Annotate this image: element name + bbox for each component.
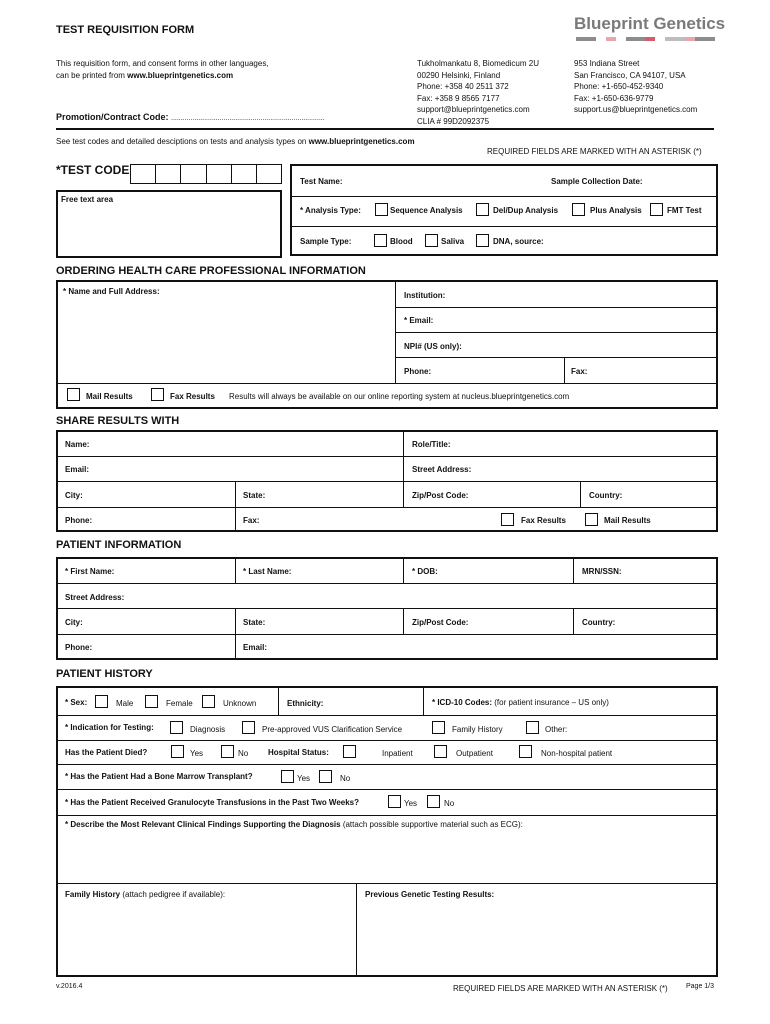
share-street-field[interactable]: Street Address: xyxy=(412,465,472,474)
deldup-analysis-checkbox[interactable] xyxy=(476,203,489,216)
patient-mrn-field[interactable]: MRN/SSN: xyxy=(582,567,622,576)
website-link[interactable]: www.blueprintgenetics.com xyxy=(127,71,234,80)
ordering-npi-field[interactable]: NPI# (US only): xyxy=(404,342,462,351)
patient-city-field[interactable]: City: xyxy=(65,618,83,627)
ordering-fax-results-checkbox[interactable] xyxy=(151,388,164,401)
indication-label: * Indication for Testing: xyxy=(65,723,154,732)
granulocyte-no-checkbox[interactable] xyxy=(427,795,440,808)
share-country-field[interactable]: Country: xyxy=(589,491,623,500)
analysis-type-label: * Analysis Type: xyxy=(300,206,361,215)
ordering-fax-field[interactable]: Fax: xyxy=(571,367,588,376)
patient-street-field[interactable]: Street Address: xyxy=(65,593,125,602)
page-number: Page 1/3 xyxy=(686,983,715,990)
sample-date-field[interactable]: Sample Collection Date: xyxy=(551,177,643,186)
ordering-institution-field[interactable]: Institution: xyxy=(404,291,446,300)
share-heading: SHARE RESULTS WITH xyxy=(56,415,180,427)
patient-country-field[interactable]: Country: xyxy=(582,618,616,627)
share-mail-results-checkbox[interactable] xyxy=(585,513,598,526)
share-fax-results-checkbox[interactable] xyxy=(501,513,514,526)
hospital-status-label: Hospital Status: xyxy=(268,748,329,757)
died-no-checkbox[interactable] xyxy=(221,745,234,758)
logo-color-bar xyxy=(576,37,715,41)
share-fax-field[interactable]: Fax: xyxy=(243,516,260,525)
hospital-outpatient-checkbox[interactable] xyxy=(434,745,447,758)
test-code-input[interactable] xyxy=(130,164,282,184)
bone-marrow-yes-checkbox[interactable] xyxy=(281,770,294,783)
share-city-field[interactable]: City: xyxy=(65,491,83,500)
sex-unknown-checkbox[interactable] xyxy=(202,695,215,708)
intro-line-1: This requisition form, and consent forms in other languages, xyxy=(56,59,269,68)
share-zip-field[interactable]: Zip/Post Code: xyxy=(412,491,469,500)
plus-analysis-checkbox[interactable] xyxy=(572,203,585,216)
previous-testing-field[interactable]: Previous Genetic Testing Results: xyxy=(365,890,495,899)
version: v.2016.4 xyxy=(56,983,83,990)
granulocyte-yes-checkbox[interactable] xyxy=(388,795,401,808)
required-note: REQUIRED FIELDS ARE MARKED WITH AN ASTERISK (*) xyxy=(487,147,702,156)
family-history-field[interactable]: Family History (attach pedigree if available): xyxy=(65,890,226,899)
ordering-heading: ORDERING HEALTH CARE PROFESSIONAL INFORMATION xyxy=(56,265,366,277)
helsinki-address: Tukholmankatu 8, Biomedicum 2U 00290 Helsinki, Finland Phone: +358 40 2511 372 Fax: +358 9 8565 7177 support@blueprintgenetics.com CLIA # 99D2092375 xyxy=(417,59,539,126)
bone-marrow-no-checkbox[interactable] xyxy=(319,770,332,783)
dna-source-checkbox[interactable] xyxy=(476,234,489,247)
ordering-name-address-field[interactable]: * Name and Full Address: xyxy=(63,287,160,296)
ordering-email-field[interactable]: * Email: xyxy=(404,316,434,325)
patient-dob-field[interactable]: * DOB: xyxy=(412,567,438,576)
patient-last-name-field[interactable]: * Last Name: xyxy=(243,567,292,576)
nucleus-note: Results will always be available on our online reporting system at nucleus.blueprintgenetics.com xyxy=(229,392,570,401)
sex-male-checkbox[interactable] xyxy=(95,695,108,708)
ordering-mail-results-checkbox[interactable] xyxy=(67,388,80,401)
clinical-findings-field[interactable]: * Describe the Most Relevant Clinical Findings Supporting the Diagnosis (attach possible supportive material such as ECG): xyxy=(65,820,523,829)
sex-female-checkbox[interactable] xyxy=(145,695,158,708)
hospital-non-hospital-checkbox[interactable] xyxy=(519,745,532,758)
patient-zip-field[interactable]: Zip/Post Code: xyxy=(412,618,469,627)
hospital-inpatient-checkbox[interactable] xyxy=(343,745,356,758)
blood-checkbox[interactable] xyxy=(374,234,387,247)
test-code-label: *TEST CODE xyxy=(56,163,130,177)
ethnicity-field[interactable]: Ethnicity: xyxy=(287,699,324,708)
indication-family-history-checkbox[interactable] xyxy=(432,721,445,734)
sample-type-label: Sample Type: xyxy=(300,237,352,246)
footer-required-note: REQUIRED FIELDS ARE MARKED WITH AN ASTERISK (*) xyxy=(453,984,668,993)
test-name-field[interactable]: Test Name: xyxy=(300,177,343,186)
sex-label: * Sex: xyxy=(65,698,88,707)
patient-heading: PATIENT INFORMATION xyxy=(56,539,182,551)
share-email-field[interactable]: Email: xyxy=(65,465,90,474)
indication-diagnosis-checkbox[interactable] xyxy=(170,721,183,734)
logo: Blueprint Genetics xyxy=(574,14,726,33)
sf-address: 953 Indiana Street San Francisco, CA 94107, USA Phone: +1-650-452-9340 Fax: +1-650-636-9779 support.us@blueprintgenetics.com xyxy=(574,59,698,114)
form-title: TEST REQUISITION FORM xyxy=(56,24,195,36)
share-phone-field[interactable]: Phone: xyxy=(65,516,93,525)
promo-code-field[interactable]: Promotion/Contract Code: ............................................................................... xyxy=(56,112,325,122)
saliva-checkbox[interactable] xyxy=(425,234,438,247)
share-state-field[interactable]: State: xyxy=(243,491,266,500)
share-name-field[interactable]: Name: xyxy=(65,440,90,449)
share-role-field[interactable]: Role/Title: xyxy=(412,440,451,449)
ordering-phone-field[interactable]: Phone: xyxy=(404,367,432,376)
intro-line-2: can be printed from www.blueprintgenetics.com xyxy=(56,71,234,80)
patient-email-field[interactable]: Email: xyxy=(243,643,268,652)
bone-marrow-label: * Has the Patient Had a Bone Marrow Transplant? xyxy=(65,772,253,781)
sequence-analysis-checkbox[interactable] xyxy=(375,203,388,216)
died-label: Has the Patient Died? xyxy=(65,748,148,757)
see-codes-note: See test codes and detailed desciptions on tests and analysis types on www.blueprintgenetics.com xyxy=(56,137,415,146)
patient-state-field[interactable]: State: xyxy=(243,618,266,627)
patient-first-name-field[interactable]: * First Name: xyxy=(65,567,115,576)
indication-other-checkbox[interactable] xyxy=(526,721,539,734)
fmt-test-checkbox[interactable] xyxy=(650,203,663,216)
indication-vus-checkbox[interactable] xyxy=(242,721,255,734)
died-yes-checkbox[interactable] xyxy=(171,745,184,758)
icd10-field[interactable]: * ICD-10 Codes: (for patient insurance – US only) xyxy=(432,698,609,707)
history-heading: PATIENT HISTORY xyxy=(56,668,153,680)
patient-phone-field[interactable]: Phone: xyxy=(65,643,93,652)
granulocyte-label: * Has the Patient Received Granulocyte Transfusions in the Past Two Weeks? xyxy=(65,798,360,807)
free-text-label: Free text area xyxy=(61,195,114,204)
